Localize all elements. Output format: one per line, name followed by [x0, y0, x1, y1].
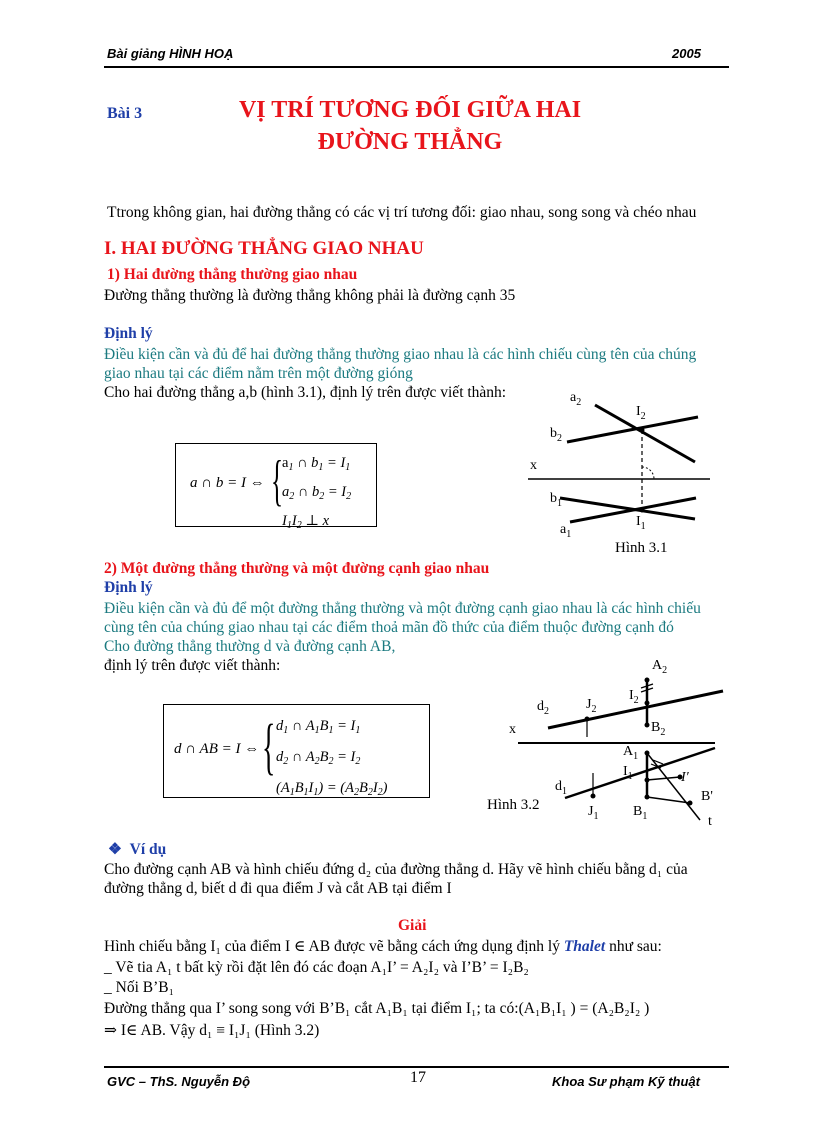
- solution-line1: [104, 937, 662, 956]
- header-rule: [104, 66, 729, 68]
- fig32-point-J2: [585, 717, 590, 722]
- lesson-title: [160, 94, 660, 158]
- formula-box-1: [175, 443, 377, 531]
- fig31-label-b2: $b_2$: [550, 426, 562, 444]
- footer-rule: [104, 1066, 729, 1068]
- fig32-label-d1: $d_1$: [555, 779, 567, 797]
- formula2-brace: {: [262, 713, 276, 781]
- fig32-label-Bp: B': [701, 789, 713, 804]
- section1-heading: I. HAI ĐƯỜNG THẲNG GIAO NHAU: [104, 238, 424, 259]
- fig31-label-I2: $I_2$: [636, 404, 646, 422]
- fig32-label-d2: $d_2$: [537, 699, 549, 717]
- lesson-number: Bài 3: [107, 105, 143, 122]
- solution-step2: _ Nối B’B₁: [104, 979, 174, 996]
- sub1-theorem-line2: giao nhau tại các điểm nằm trên một đường gióng: [104, 365, 413, 382]
- formula1-brace: {: [271, 450, 284, 512]
- fig31-label-a1: $a_1$: [560, 522, 572, 540]
- fig32-line-d1: [565, 748, 715, 798]
- solution-line4: Đường thẳng qua I’ song song với B’B₁ cắt A₁B₁ tại điểm I₁; ta có:(A₁B₁I₁ ) = (A₂B₂I₂ ): [104, 1000, 650, 1017]
- example-label: Ví dụ: [129, 841, 167, 858]
- fig32-label-I1: $I_1$: [623, 764, 633, 782]
- fig31-point-I2: [640, 428, 645, 433]
- figure-3-2-caption: Hình 3.2: [487, 797, 540, 813]
- lesson-title-line2: ĐƯỜNG THẲNG: [317, 129, 503, 155]
- fig31-label-x: x: [530, 458, 537, 473]
- fig32-label-I2: $I_2$: [629, 688, 639, 706]
- fig31-right-angle: [642, 467, 654, 479]
- fig32-point-A2: [645, 678, 650, 683]
- sub2-theorem-line1: Điều kiện cần và đủ để một đường thẳng thường và một đường cạnh giao nhau là các hình chiếu: [104, 600, 701, 617]
- diamond-bullet-icon: ❖: [108, 841, 122, 858]
- example-heading: [108, 840, 166, 859]
- sub1-given: Cho hai đường thẳng a,b (hình 3.1), định lý trên được viết thành:: [104, 384, 507, 401]
- fig32-point-B1: [645, 795, 650, 800]
- fig32-label-B2: $B_2$: [651, 720, 666, 738]
- formula2-row2: $d_2$ ∩ $A_2B_2 = I_2$: [276, 749, 361, 767]
- fig32-label-A1: $A_1$: [623, 744, 639, 762]
- fig32-label-J2: $J_2$: [586, 697, 597, 715]
- formula1-row2: $a_2$ ∩ $b_2 = I_2$: [282, 484, 352, 502]
- formula2-lhs: d ∩ AB = I ⇔: [174, 741, 260, 757]
- footer-author: GVC – ThS. Nguyễn Độ: [107, 1074, 251, 1089]
- fig32-point-J1: [591, 794, 596, 799]
- fig31-label-b1: $b_1$: [550, 491, 562, 509]
- header-course-title: Bài giảng HÌNH HOẠ: [107, 46, 234, 61]
- formula2-row1: $d_1$ ∩ $A_1B_1 = I_1$: [276, 718, 361, 736]
- sub1-theorem-label: Định lý: [104, 325, 153, 342]
- solution-line1-text: Hình chiếu bằng I₁ của điểm I ∈ AB được vẽ bằng cách ứng dụng định lý: [104, 938, 564, 955]
- fig32-label-A2: $A_2$: [652, 658, 668, 676]
- solution-line5: ⇒ I∈ AB. Vậy d₁ ≡ I₁J₁ (Hình 3.2): [104, 1022, 320, 1039]
- fig32-label-t: t: [708, 814, 712, 829]
- fig32-point-I1: [645, 778, 650, 783]
- sub2-theorem-line2: cùng tên của chúng giao nhau tại các điểm thoả mãn đồ thức của điểm thuộc đường cạnh đó: [104, 619, 674, 636]
- fig32-point-Bp: [688, 801, 693, 806]
- fig32-label-Ip: I′: [681, 770, 689, 785]
- formula1-row3: $I_1I_2$ ⊥ x: [282, 513, 330, 531]
- thalet-term: Thalet: [563, 938, 606, 955]
- solution-line1-end: như sau:: [605, 938, 662, 955]
- lesson-title-line1: VỊ TRÍ TƯƠNG ĐỐI GIỮA HAI: [238, 97, 582, 123]
- sub2-theorem-line3: Cho đường thẳng thường d và đường cạnh AB,: [104, 638, 396, 655]
- example-line1: Cho đường cạnh AB và hình chiếu đứng d₂ của đường thẳng d. Hãy vẽ hình chiếu bằng d₁ của: [104, 861, 688, 878]
- sub1-theorem-line1: Điều kiện cần và đủ để hai đường thẳng thường giao nhau là các hình chiếu cùng tên của chúng: [104, 346, 697, 363]
- solution-heading: Giải: [398, 917, 427, 934]
- fig32-label-B1: $B_1$: [633, 804, 648, 822]
- sub2-theorem-label: Định lý: [104, 579, 153, 596]
- footer-faculty: Khoa Sư phạm Kỹ thuật: [552, 1074, 700, 1089]
- figure-3-1-caption: Hình 3.1: [615, 540, 668, 556]
- fig32-label-J1: $J_1$: [588, 804, 599, 822]
- formula1-row1: $a_1$ ∩ $b_1 = I_1$: [282, 455, 351, 473]
- header-year: 2005: [672, 46, 701, 61]
- formula2-system: [276, 713, 388, 806]
- intro-text: Ttrong không gian, hai đường thẳng có các vị trí tương đối: giao nhau, song song và chéo nhau: [107, 204, 697, 221]
- sub2-given: định lý trên được viết thành:: [104, 657, 281, 674]
- formula2-row3: $(A_1B_1I_1) = (A_2B_2I_2)$: [276, 780, 388, 798]
- formula1-system: [282, 451, 351, 538]
- figure-3-1: [520, 385, 730, 565]
- sub1-heading: 1) Hai đường thẳng thường giao nhau: [107, 266, 358, 283]
- sub2-heading: 2) Một đường thẳng thường và một đường cạnh giao nhau: [104, 560, 490, 577]
- page-number: 17: [410, 1069, 426, 1086]
- formula1-lhs: a ∩ b = I ⇔: [190, 475, 265, 491]
- solution-step1: _ Vẽ tia A₁ t bất kỳ rồi đặt lên đó các đoạn A₁I’ = A₂I₂ và I’B’ = I₂B₂: [104, 959, 529, 976]
- fig32-point-A1: [645, 751, 650, 756]
- fig32-label-x: x: [509, 722, 516, 737]
- example-line2: đường thẳng d, biết d đi qua điểm J và cắt AB tại điểm I: [104, 880, 452, 897]
- fig31-label-a2: $a_2$: [570, 390, 582, 408]
- sub1-definition: Đường thẳng thường là đường thẳng không phải là đường cạnh 35: [104, 287, 516, 304]
- fig31-label-I1: $I_1$: [636, 514, 646, 532]
- formula-box-2: [163, 704, 430, 798]
- fig32-line-IpI1: [647, 777, 680, 780]
- fig32-point-B2: [645, 723, 650, 728]
- fig32-point-I2: [645, 701, 650, 706]
- fig31-line-b2: [567, 417, 698, 442]
- fig31-point-I1: [640, 508, 645, 513]
